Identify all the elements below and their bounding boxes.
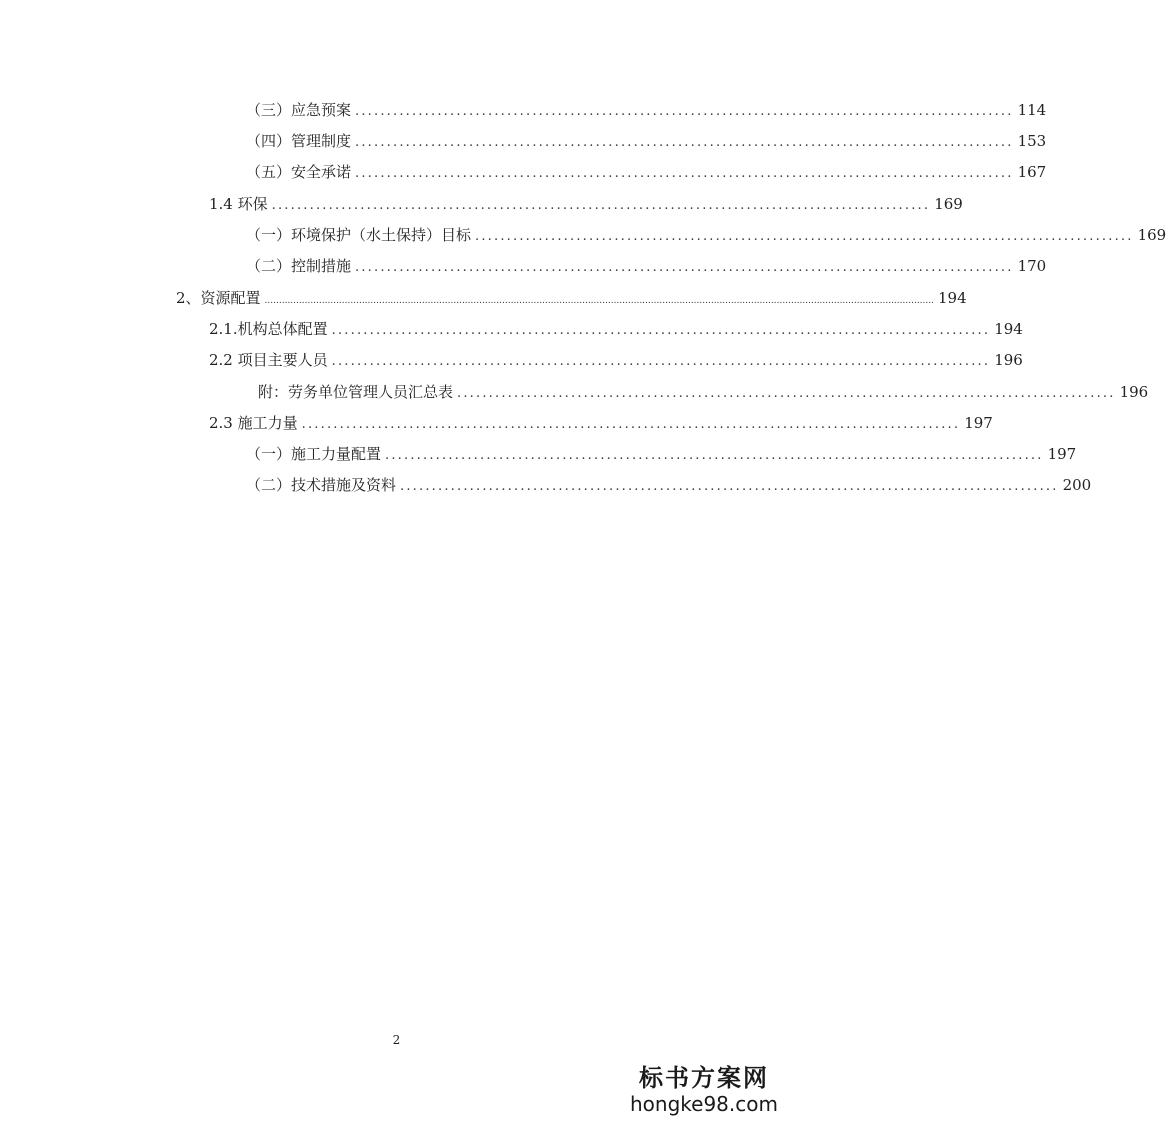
- toc-entry[interactable]: [209, 411, 993, 435]
- toc-entry-page: 197: [1047, 445, 1077, 463]
- dot-leader: ..........................................................................................................................................................................................................................................: [264, 296, 934, 306]
- toc-entry-page: 114: [1017, 101, 1047, 119]
- toc-entry-title: （五）安全承诺: [246, 163, 352, 181]
- toc-entry-title: 2、资源配置: [176, 289, 261, 307]
- dot-leader: ........................................................................................................: [331, 354, 991, 369]
- toc-entry[interactable]: [209, 192, 963, 216]
- toc-entry-page: 196: [994, 351, 1023, 369]
- toc-entry-page: 169: [1137, 226, 1166, 244]
- toc-entry-title: 2.1.机构总体配置: [209, 320, 328, 338]
- watermark-url: hongke98.com: [630, 1092, 778, 1116]
- toc-entry-title: （四）管理制度: [246, 132, 352, 150]
- toc-entry-page: 194: [994, 320, 1023, 338]
- toc-entry[interactable]: [246, 223, 1166, 247]
- toc-entry[interactable]: [246, 473, 1092, 497]
- dot-leader: ........................................................................................................: [385, 448, 1044, 463]
- dot-leader: ........................................................................................................: [457, 386, 1116, 401]
- toc-entry-page: 167: [1017, 163, 1047, 181]
- toc-entry-title: 2.3 施工力量: [209, 414, 298, 432]
- dot-leader: ........................................................................................................: [355, 135, 1014, 150]
- dot-leader: ........................................................................................................: [400, 479, 1059, 494]
- toc-entry-title: 1.4 环保: [209, 195, 268, 213]
- toc-entry-title: 附：劳务单位管理人员汇总表: [258, 383, 454, 401]
- toc-entry-page: 153: [1017, 132, 1047, 150]
- toc-entry-title: 2.2 项目主要人员: [209, 351, 328, 369]
- dot-leader: ........................................................................................................: [331, 323, 991, 338]
- toc-entry-page: 169: [934, 195, 963, 213]
- dot-leader: ........................................................................................................: [301, 417, 961, 432]
- toc-entry-title: （三）应急预案: [246, 101, 352, 119]
- dot-leader: ........................................................................................................: [475, 229, 1134, 244]
- toc-entry[interactable]: [246, 442, 1077, 466]
- watermark-logo: [629, 1064, 779, 1116]
- dot-leader: ........................................................................................................: [355, 260, 1014, 275]
- toc-entry[interactable]: [176, 286, 967, 310]
- toc-entry[interactable]: [209, 317, 1023, 341]
- dot-leader: ........................................................................................................: [355, 104, 1014, 119]
- toc-entry-page: 200: [1062, 476, 1092, 494]
- dot-leader: ........................................................................................................: [271, 198, 931, 213]
- toc-entry-page: 194: [937, 289, 967, 307]
- toc-entry-title: （二）技术措施及资料: [246, 476, 397, 494]
- watermark-name: 标书方案网: [639, 1064, 769, 1092]
- toc-entry[interactable]: [246, 160, 1047, 184]
- toc-entry-page: 197: [964, 414, 993, 432]
- toc-entry-page: 196: [1119, 383, 1149, 401]
- toc-entry-page: 170: [1017, 257, 1047, 275]
- toc-entry-title: （一）施工力量配置: [246, 445, 382, 463]
- page-number: 2: [392, 1033, 401, 1047]
- dot-leader: ........................................................................................................: [355, 166, 1014, 181]
- toc-entry[interactable]: [246, 254, 1047, 278]
- toc-entry-title: （一）环境保护（水土保持）目标: [246, 226, 472, 244]
- toc-entry[interactable]: [246, 98, 1047, 122]
- toc-entry-title: （二）控制措施: [246, 257, 352, 275]
- toc-entry[interactable]: [246, 129, 1047, 153]
- toc-entry[interactable]: [209, 348, 1023, 372]
- toc-entry[interactable]: [258, 380, 1149, 404]
